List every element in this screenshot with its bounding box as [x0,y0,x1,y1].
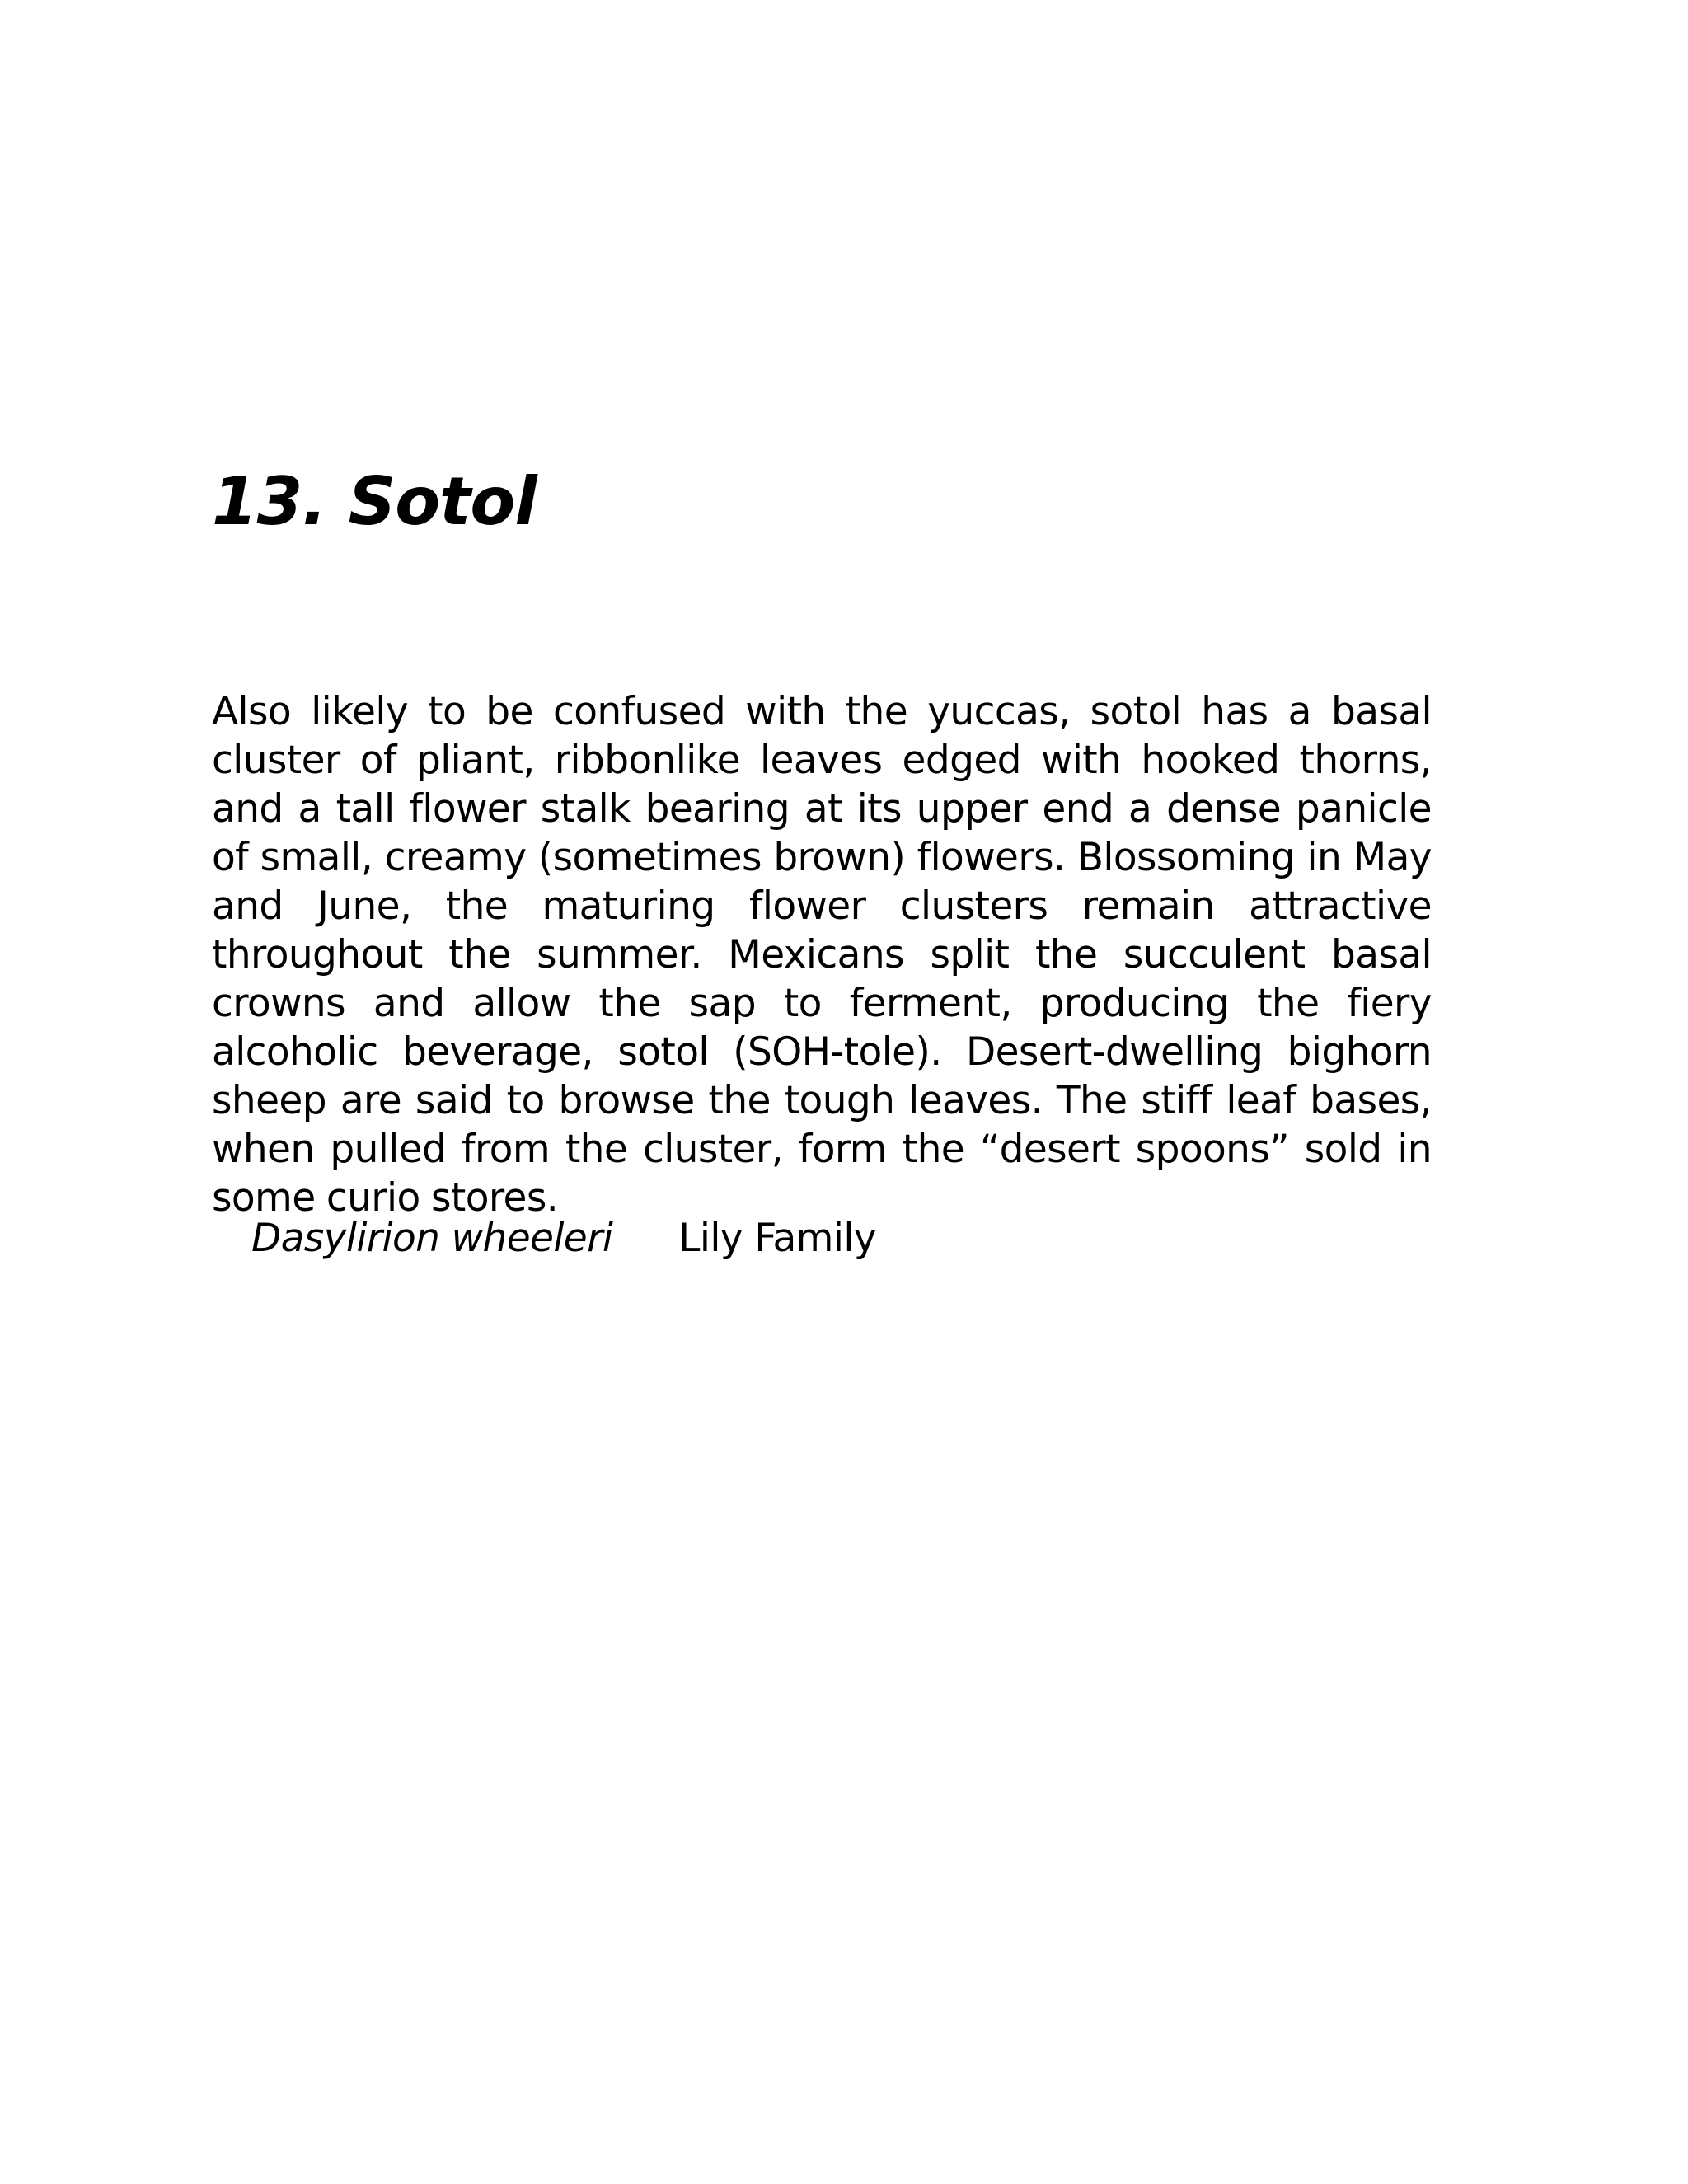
plant-family: Lily Family [678,1216,876,1261]
entry-description: Also likely to be confused with the yuccas, sotol has a basal cluster of pliant, ribbonlike leaves edged with hooked thorns, and a tall flower stalk bearing at its upper end a dense panicle of small, creamy (sometimes brown) flowers. Blossoming in May and June, the maturing flower clusters remain attractive throughout the summer. Mexicans split the succulent basal crowns and allow the sap to ferment, producing the fiery alcoholic beverage, sotol (SOH-tole). Desert-dwelling bighorn sheep are said to browse the tough leaves. The stiff leaf bases, when pulled from the cluster, form the “desert spoons” sold in some curio stores. [212,689,1432,1221]
taxonomy-line [251,1214,876,1263]
scientific-name: Dasylirion wheeleri [251,1216,613,1261]
entry-title: 13. Sotol [212,463,537,540]
